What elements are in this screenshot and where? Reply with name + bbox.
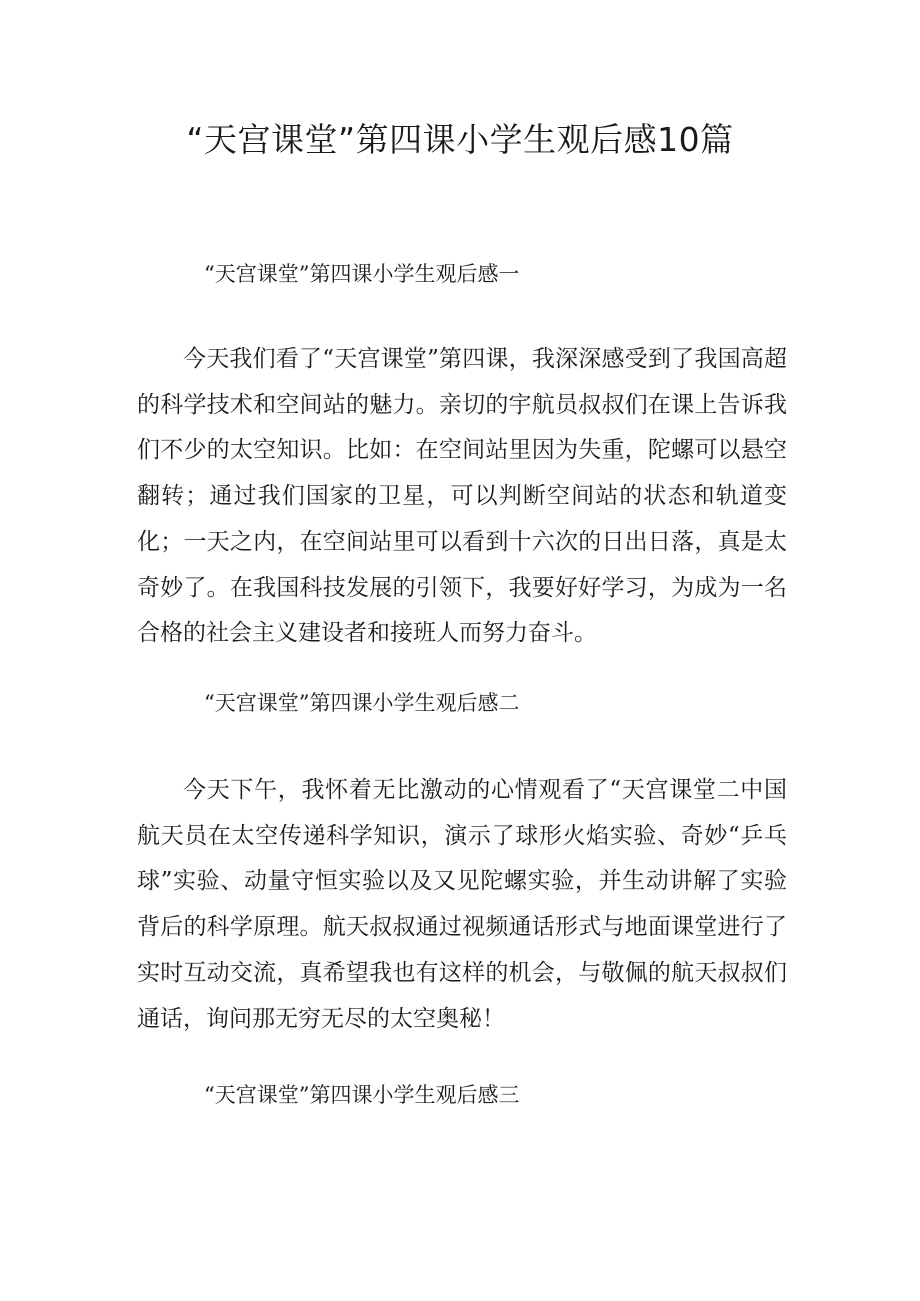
section-heading-3: “天宫课堂”第四课小学生观后感三 xyxy=(204,1083,520,1107)
section-body-2: 今天下午，我怀着无比激动的心情观看了“天宫课堂二中国航天员在太空传递科学知识，演示了球形火焰实验、奇妙“乒乓球”实验、动量守恒实验以及又见陀螺实验，并生动讲解了实验背后的科学原理。航天叔叔通过视频通话形式与地面课堂进行了实时互动交流，真希望我也有这样的机会，与敬佩的航天叔叔们通话，询问那无穷无尽的太空奥秘！ xyxy=(137,777,787,1032)
section-body-1: 今天我们看了“天宫课堂”第四课，我深深感受到了我国高超的科学技术和空间站的魅力。亲切的宇航员叔叔们在课上告诉我们不少的太空知识。比如：在空间站里因为失重，陀螺可以悬空翻转；通过我们国家的卫星，可以判断空间站的状态和轨道变化；一天之内，在空间站里可以看到十六次的日出日落，真是太奇妙了。在我国科技发展的引领下，我要好好学习，为成为一名合格的社会主义建设者和接班人而努力奋斗。 xyxy=(137,346,787,647)
section-heading-1: “天宫课堂”第四课小学生观后感一 xyxy=(204,262,520,286)
section-heading-2: “天宫课堂”第四课小学生观后感二 xyxy=(204,691,520,715)
document-title: “天宫课堂”第四课小学生观后感10篇 xyxy=(186,120,734,159)
